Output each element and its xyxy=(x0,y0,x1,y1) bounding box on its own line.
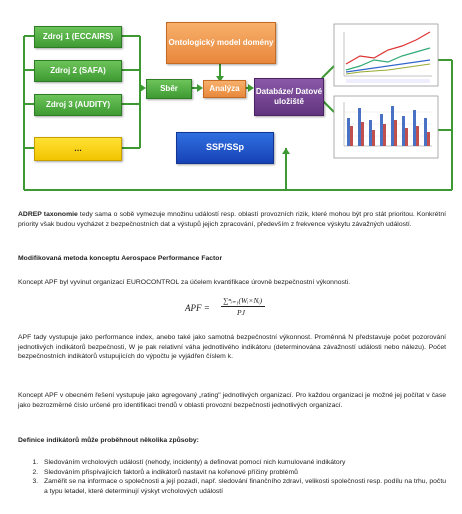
heading-apf: Modifikovaná metoda konceptu Aerospace Performance Factor xyxy=(18,255,223,262)
formula-numerator: ∑ⁿᵢ₌₁(Wᵢ×Nᵢ) xyxy=(223,296,263,305)
ontology-box: Ontologický model domény xyxy=(166,22,276,64)
paragraph-apf-intro: Koncept APF byl vyvinut organizací EUROCONTROL za účelem kvantifikace úrovně bezpečnostní výkonnosti. xyxy=(18,279,351,286)
apf-formula xyxy=(185,296,335,318)
database-box: Databáze/ Datové uložiště xyxy=(254,78,324,116)
paragraph-adrep xyxy=(18,210,446,229)
adrep-text: tedy sama o sobě vymezuje množinu událostí resp. oblastí provozních rizik, které mohou být pro stát prioritou. Konkrétní priority však budou vycházet z bezpečnostních dat a výstupů jejich zpracování, především z frekvence výskytu závažných událostí. xyxy=(18,211,446,228)
analysis-box: Analýza xyxy=(203,80,246,98)
formula-fraction-bar xyxy=(221,306,265,307)
ssp-box: SSP/SSp xyxy=(176,132,274,164)
source-more: … xyxy=(34,137,122,161)
source-eccairs: Zdroj 1 (ECCAIRS) xyxy=(34,26,122,48)
formula-lhs: APF = xyxy=(185,303,210,313)
list-item: 2. Sledováním přispívajících faktorů a indikátorů nastavit na kořenové příčiny problémů xyxy=(40,468,446,478)
heading-indicators: Definice indikátorů může proběhnout několika způsoby: xyxy=(18,437,199,444)
indicator-list xyxy=(18,458,446,496)
source-safa: Zdroj 2 (SAFA) xyxy=(34,60,122,82)
chart-thumbnail-line xyxy=(334,24,438,86)
paragraph-apf-rating: Koncept APF v obecném řešení vystupuje jako agregovaný „rating" jednotlivých organizací. Pro každou organizaci je možné jej počítat v čase jako bezrozměrné číslo určené pro identifikaci trendů v oblasti provozní bezpečnosti jednotlivých organizací. xyxy=(18,392,446,409)
formula-denominator: PJ xyxy=(237,308,245,317)
source-audity: Zdroj 3 (AUDITY) xyxy=(34,94,122,116)
list-item: 3. Zaměřit se na informace o společnosti a její pozadí, např. sledování finančního zdraví, velikosti společnosti resp. podílu na trhu, počtu a typu letadel, které determinují výskyt vrcholových událostí xyxy=(40,477,446,496)
collect-box: Sběr xyxy=(146,79,192,99)
list-item: 1. Sledováním vrcholových událostí (nehody, incidenty) a definovat pomocí nich kumulované indikátory xyxy=(40,458,446,468)
adrep-term: ADREP taxonomie xyxy=(18,211,78,218)
chart-thumbnail-bar xyxy=(334,96,438,158)
paragraph-apf-index: APF tady vystupuje jako performance index, anebo také jako samotná bezpečnostní výkonnost. Proměnná N představuje počet pozorování jednotlivých indikátorů bezpečnosti, W je pak relativní váha jednotlivého indikátoru (determinována závažností události nebo nálezu). Počet bezpečnostních indikátorů vstupujících do výpočtu je vyjádřen číslem k. xyxy=(18,334,446,360)
